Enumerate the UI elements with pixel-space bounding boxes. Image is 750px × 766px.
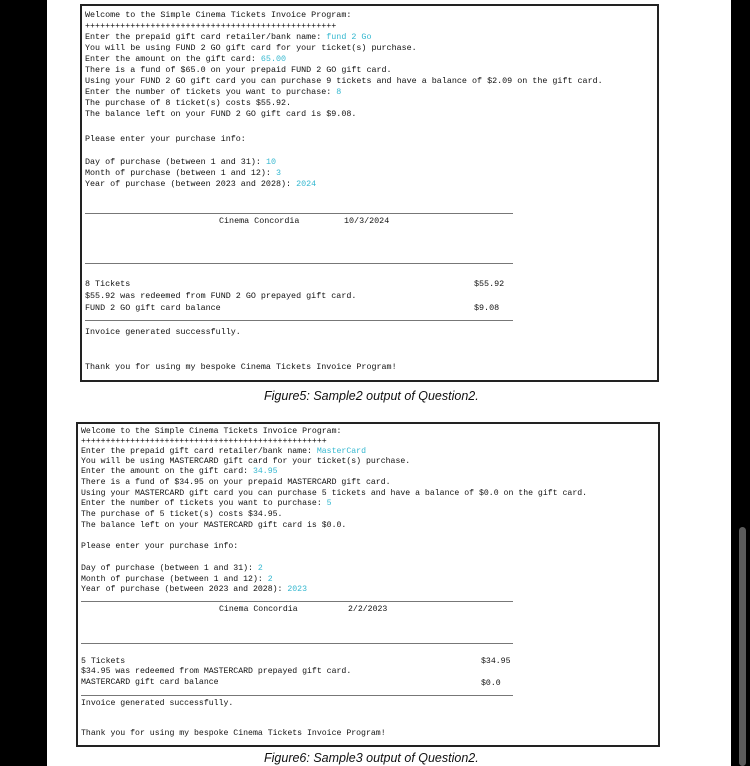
fund-line: There is a fund of $65.0 on your prepaid FUND 2 GO gift card.	[85, 65, 392, 75]
month-line	[81, 575, 273, 585]
figure6-caption: Figure6: Sample3 output of Question2.	[264, 751, 479, 765]
balance-label: MASTERCARD gift card balance	[81, 678, 219, 687]
purchase-info-line: Please enter your purchase info:	[85, 134, 246, 144]
amount-line	[85, 54, 286, 65]
using-line: You will be using FUND 2 GO gift card for your ticket(s) purchase.	[85, 43, 417, 53]
amount-input: 34.95	[252, 467, 278, 476]
day-input: 2	[257, 564, 263, 573]
year-prompt: Year of purchase (between 2023 and 2028):	[81, 585, 288, 594]
can-purchase-line: Using your MASTERCARD gift card you can purchase 5 tickets and have a balance of $0.0 on the gift card.	[81, 489, 588, 498]
balance-amount: $9.08	[474, 303, 500, 313]
redeemed-line: $34.95 was redeemed from MASTERCARD prepayed gift card.	[81, 667, 352, 676]
amount-line	[81, 467, 278, 477]
retailer-input: MasterCard	[316, 447, 366, 456]
purchase-info-line: Please enter your purchase info:	[81, 542, 239, 551]
invoice-top-rule	[81, 601, 513, 602]
tickets-label: 8 Tickets	[85, 279, 131, 289]
invoice-header-rule	[85, 263, 513, 264]
console-output-figure6	[76, 422, 660, 747]
day-prompt: Day of purchase (between 1 and 31):	[85, 157, 266, 167]
cinema-name: Cinema Concordia	[219, 605, 298, 614]
balance-amount: $0.0	[481, 679, 501, 688]
thanks-line: Thank you for using my bespoke Cinema Tickets Invoice Program!	[81, 729, 386, 738]
amount-input: 65.00	[260, 54, 287, 64]
console-output-figure5	[80, 4, 659, 382]
separator-line: ++++++++++++++++++++++++++++++++++++++++++++++++++	[85, 21, 337, 31]
cost-line: The purchase of 8 ticket(s) costs $55.92.	[85, 98, 292, 108]
generated-line: Invoice generated successfully.	[81, 699, 234, 708]
year-line	[85, 179, 316, 190]
invoice-top-rule	[85, 213, 513, 214]
fund-line: There is a fund of $34.95 on your prepaid MASTERCARD gift card.	[81, 478, 391, 487]
amount-prompt: Enter the amount on the gift card:	[81, 467, 253, 476]
tickets-input: 8	[336, 87, 342, 97]
tickets-line	[85, 87, 341, 98]
retailer-line	[81, 447, 366, 457]
day-input: 10	[265, 157, 276, 167]
retailer-prompt: Enter the prepaid gift card retailer/bank name:	[85, 32, 327, 42]
tickets-input: 5	[326, 499, 332, 508]
month-input: 2	[267, 575, 273, 584]
invoice-bottom-rule	[85, 320, 513, 321]
welcome-line: Welcome to the Simple Cinema Tickets Invoice Program:	[81, 427, 342, 436]
tickets-amount: $34.95	[481, 657, 511, 666]
year-input: 2024	[296, 179, 317, 189]
balance-label: FUND 2 GO gift card balance	[85, 303, 221, 313]
year-line	[81, 585, 307, 595]
tickets-prompt: Enter the number of tickets you want to purchase:	[81, 499, 327, 508]
year-input: 2023	[287, 585, 308, 594]
invoice-header-rule	[81, 643, 513, 644]
invoice-date: 10/3/2024	[344, 216, 390, 226]
redeemed-line: $55.92 was redeemed from FUND 2 GO prepayed gift card.	[85, 291, 357, 301]
tickets-label: 5 Tickets	[81, 657, 126, 666]
figure5-caption: Figure5: Sample2 output of Question2.	[264, 389, 479, 403]
cost-line: The purchase of 5 ticket(s) costs $34.95.	[81, 510, 283, 519]
month-prompt: Month of purchase (between 1 and 12):	[81, 575, 268, 584]
welcome-line: Welcome to the Simple Cinema Tickets Invoice Program:	[85, 10, 352, 20]
generated-line: Invoice generated successfully.	[85, 327, 241, 337]
cinema-name: Cinema Concordia	[219, 216, 300, 226]
using-line: You will be using MASTERCARD gift card for your ticket(s) purchase.	[81, 457, 411, 466]
balance-line: The balance left on your FUND 2 GO gift card is $9.08.	[85, 109, 357, 119]
month-input: 3	[275, 168, 282, 178]
can-purchase-line: Using your FUND 2 GO gift card you can purchase 9 tickets and have a balance of $2.09 on the gift card.	[85, 76, 603, 86]
retailer-line	[85, 32, 371, 43]
invoice-bottom-rule	[81, 695, 513, 696]
day-line	[85, 157, 276, 168]
thanks-line: Thank you for using my bespoke Cinema Tickets Invoice Program!	[85, 362, 397, 372]
invoice-date: 2/2/2023	[348, 605, 388, 614]
scrollbar-thumb[interactable]	[739, 527, 746, 766]
day-prompt: Day of purchase (between 1 and 31):	[81, 564, 258, 573]
tickets-prompt: Enter the number of tickets you want to purchase:	[85, 87, 337, 97]
separator-line: ++++++++++++++++++++++++++++++++++++++++++++++++++	[81, 437, 327, 446]
retailer-input: fund 2 Go	[326, 32, 372, 42]
amount-prompt: Enter the amount on the gift card:	[85, 54, 261, 64]
month-prompt: Month of purchase (between 1 and 12):	[85, 168, 276, 178]
month-line	[85, 168, 281, 179]
retailer-prompt: Enter the prepaid gift card retailer/bank name:	[81, 447, 317, 456]
day-line	[81, 564, 263, 574]
tickets-amount: $55.92	[474, 279, 505, 289]
balance-line: The balance left on your MASTERCARD gift card is $0.0.	[81, 521, 347, 530]
tickets-line	[81, 499, 332, 509]
year-prompt: Year of purchase (between 2023 and 2028):	[85, 179, 297, 189]
